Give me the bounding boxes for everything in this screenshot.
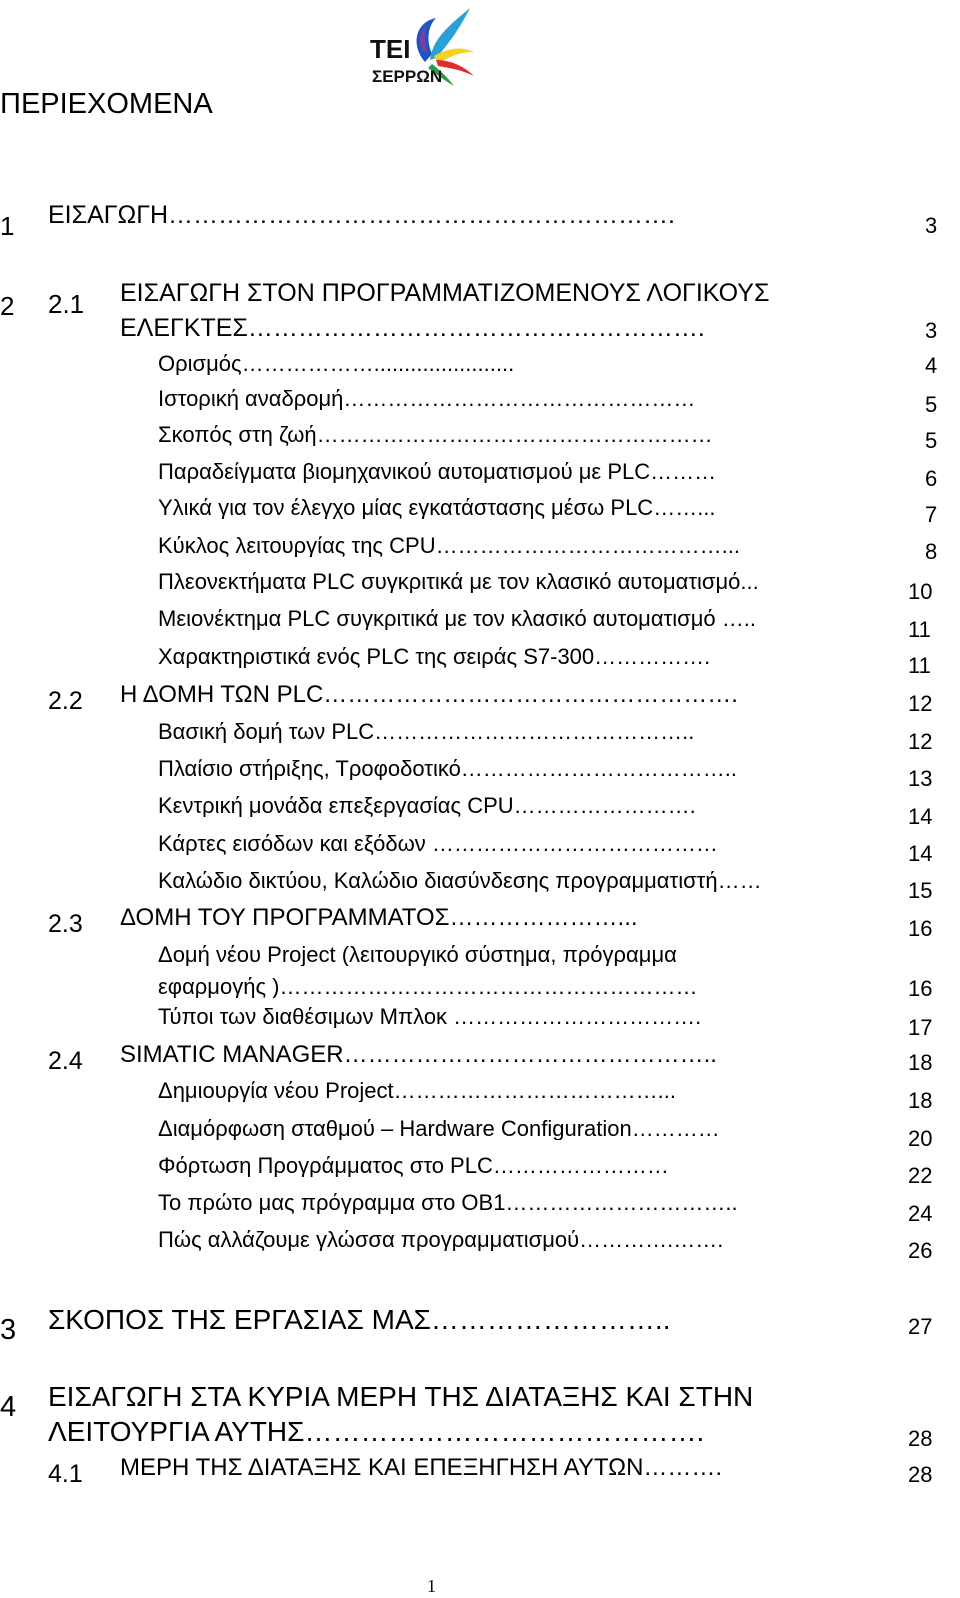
toc-entry-number: 2 [0, 291, 15, 321]
logo-text-bottom: ΣΕΡΡΩΝ [372, 67, 443, 86]
toc-entry-page: 11 [908, 653, 931, 678]
toc-entry-title[interactable]: Υλικά για τον έλεγχο μίας εγκατάστασης μέσω PLC……... [158, 497, 716, 519]
toc-entry-page: 5 [925, 428, 938, 453]
toc-entry-page: 11 [908, 617, 931, 642]
toc-entry-title[interactable]: εφαρμογής )………………………………………………… [158, 976, 698, 998]
toc-entry-title[interactable]: Η ΔΟΜΗ ΤΩΝ PLC……………………………………………. [120, 683, 738, 707]
toc-entry-page: 14 [908, 841, 933, 866]
toc-entry-title[interactable]: Ορισμός………………....................... [158, 353, 515, 375]
toc-entry-number: 2.2 [48, 687, 83, 715]
toc-entry-page: 20 [908, 1126, 933, 1151]
toc-entry-title[interactable]: ΕΙΣΑΓΩΓΗ ΣΤΟΝ ΠΡΟΓΡΑΜΜΑΤΙΖΟΜΕΝΟΥΣ ΛΟΓΙΚΟΥΣ [120, 281, 770, 306]
toc-entry-page: 4 [925, 353, 938, 378]
toc-entry-page: 13 [908, 766, 933, 791]
toc-entry-number: 2.1 [48, 289, 85, 319]
toc-entry-page: 18 [908, 1050, 933, 1075]
toc-entry-page: 3 [925, 318, 938, 343]
toc-entry-page: 12 [908, 729, 933, 754]
toc-entry-title[interactable]: Κεντρική μονάδα επεξεργασίας CPU……………………. [158, 795, 696, 817]
toc-entry-page: 28 [908, 1426, 933, 1451]
logo-graphic [370, 4, 480, 86]
toc-entry-title[interactable]: Παραδείγματα βιομηχανικού αυτοματισμού με PLC……… [158, 461, 717, 483]
toc-entry-title[interactable]: Σκοπός στη ζωή……………………………………………… [158, 424, 713, 446]
toc-entry-page: 15 [908, 878, 933, 903]
toc-entry-title[interactable]: Βασική δομή των PLC…………………………………….. [158, 721, 695, 743]
toc-entry-number: 4 [0, 1391, 17, 1423]
toc-entry-title[interactable]: Πλεονεκτήματα PLC συγκριτικά με τον κλασικό αυτοματισμό... [158, 571, 759, 593]
toc-entry-title[interactable]: Φόρτωση Προγράμματος στο PLC…………………… [158, 1155, 669, 1177]
toc-entry-title[interactable]: ΕΙΣΑΓΩΓΗ……………………………………………………. [48, 203, 675, 228]
toc-entry-page: 18 [908, 1088, 933, 1113]
toc-entry-title[interactable]: ΜΕΡΗ ΤΗΣ ΔΙΑΤΑΞΗΣ ΚΑΙ ΕΠΕΞΗΓΗΣΗ ΑΥΤΩΝ………. [120, 1456, 723, 1480]
toc-entry-title[interactable]: Τύποι των διαθέσιμων Μπλοκ ……………………………. [158, 1006, 702, 1028]
page-number: 1 [427, 1576, 436, 1596]
toc-entry-page: 28 [908, 1462, 933, 1487]
toc-entry-title[interactable]: Μειονέκτημα PLC συγκριτικά με τον κλασικό αυτοματισμό ….. [158, 608, 756, 630]
toc-entry-number: 2.4 [48, 1047, 83, 1075]
toc-entry-title[interactable]: Καλώδιο δικτύου, Καλώδιο διασύνδεσης προγραμματιστή…… [158, 870, 762, 892]
toc-entry-title[interactable]: ΛΕΙΤΟΥΡΓΙΑ ΑΥΤΗΣ……………………………………. [48, 1418, 705, 1446]
toc-entry-title[interactable]: Το πρώτο μας πρόγραμμα στο OB1………………………….. [158, 1192, 738, 1214]
toc-entry-number: 3 [0, 1314, 17, 1346]
toc-entry-page: 16 [908, 976, 933, 1001]
tei-serron-logo [370, 4, 480, 86]
toc-entry-title[interactable]: ΕΛΕΓΚΤΕΣ………………………………………………. [120, 316, 705, 341]
toc-entry-title[interactable]: Ιστορική αναδρομή………………………………………… [158, 388, 696, 410]
toc-entry-title[interactable]: Διαμόρφωση σταθμού – Hardware Configuration………… [158, 1118, 720, 1140]
toc-entry-page: 7 [925, 502, 938, 527]
toc-entry-title[interactable]: Δημιουργία νέου Project………………………………... [158, 1080, 676, 1102]
toc-entry-title[interactable]: Δομή νέου Project (λειτουργικό σύστημα, πρόγραμμα [158, 944, 677, 966]
toc-entry-number: 1 [0, 211, 15, 241]
toc-entry-page: 14 [908, 804, 933, 829]
toc-entry-page: 3 [925, 213, 938, 238]
toc-entry-page: 24 [908, 1201, 933, 1226]
toc-entry-page: 16 [908, 916, 933, 941]
logo-text-top: TEI [370, 34, 411, 64]
toc-entry-title[interactable]: Χαρακτηριστικά ενός PLC της σειράς S7-300……………. [158, 646, 711, 668]
toc-entry-page: 10 [908, 579, 933, 604]
toc-entry-number: 2.3 [48, 910, 83, 938]
toc-entry-title[interactable]: ΣΚΟΠΟΣ ΤΗΣ ΕΡΓΑΣΙΑΣ ΜΑΣ…………………….. [48, 1306, 671, 1334]
toc-entry-page: 6 [925, 466, 938, 491]
toc-entry-title[interactable]: Πλαίσιο στήριξης, Τροφοδοτικό……………………………….. [158, 758, 738, 780]
toc-entry-title[interactable]: ΔΟΜΗ ΤΟΥ ΠΡΟΓΡΑΜΜΑΤΟΣ…………………... [120, 906, 638, 930]
toc-entry-page: 22 [908, 1163, 933, 1188]
page-title: ΠΕΡΙΕΧΟΜΕΝΑ [0, 88, 213, 120]
toc-entry-title[interactable]: Κάρτες εισόδων και εξόδων ………………………………… [158, 833, 718, 855]
toc-entry-page: 12 [908, 691, 933, 716]
toc-entry-page: 17 [908, 1015, 933, 1040]
toc-entry-title[interactable]: SIMATIC MANAGER……………………………………….. [120, 1043, 717, 1067]
toc-entry-title[interactable]: Πώς αλλάζουμε γλώσσα προγραμματισμού………….……. [158, 1229, 724, 1251]
toc-entry-page: 8 [925, 539, 938, 564]
toc-entry-number: 4.1 [48, 1460, 83, 1488]
toc-entry-title[interactable]: ΕΙΣΑΓΩΓΗ ΣΤΑ ΚΥΡΙΑ ΜΕΡΗ ΤΗΣ ΔΙΑΤΑΞΗΣ ΚΑΙ ΣΤΗΝ [48, 1383, 754, 1411]
toc-entry-page: 27 [908, 1314, 933, 1339]
toc-entry-title[interactable]: Κύκλος λειτουργίας της CPU…………………………………... [158, 535, 740, 557]
toc-entry-page: 26 [908, 1238, 933, 1263]
toc-entry-page: 5 [925, 392, 938, 417]
